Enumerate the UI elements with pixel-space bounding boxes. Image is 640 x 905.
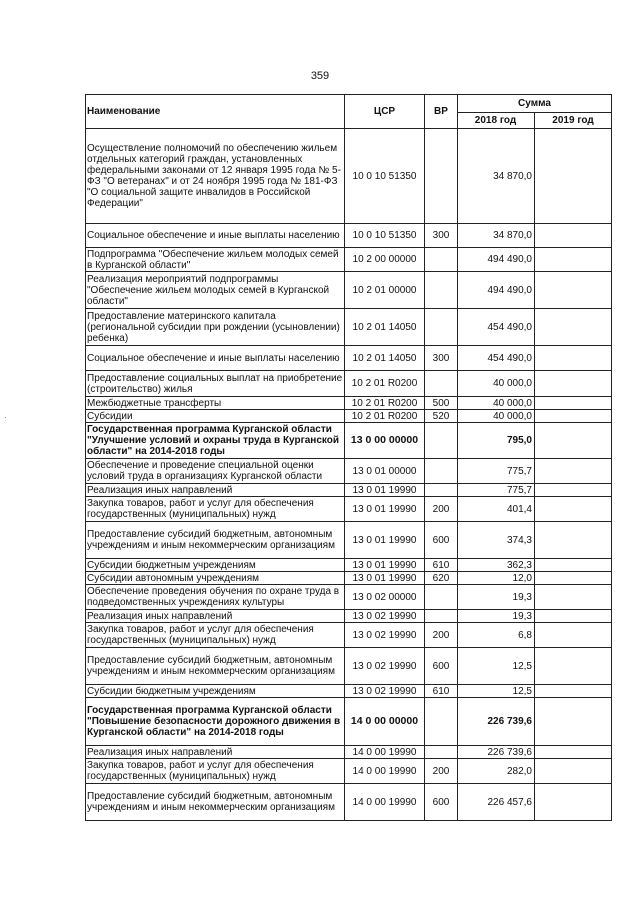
row-name: Предоставление субсидий бюджетным, автономным учреждениям и иным некоммерческим организациям — [86, 522, 345, 559]
row-sum-2019 — [535, 397, 612, 410]
row-name: Субсидии — [86, 410, 345, 423]
table-row — [86, 759, 612, 784]
row-vr — [425, 423, 458, 459]
row-csr: 14 0 00 19990 — [345, 784, 425, 821]
row-csr: 14 0 00 19990 — [345, 759, 425, 784]
row-name: Закупка товаров, работ и услуг для обеспечения государственных (муниципальных) нужд — [86, 497, 345, 522]
row-csr: 13 0 02 19990 — [345, 610, 425, 623]
row-sum-2018: 454 490,0 — [458, 346, 535, 371]
row-sum-2018: 40 000,0 — [458, 410, 535, 423]
table-row — [86, 522, 612, 559]
table-row — [86, 746, 612, 759]
row-sum-2018: 19,3 — [458, 610, 535, 623]
row-vr — [425, 248, 458, 272]
row-sum-2018: 12,0 — [458, 572, 535, 585]
row-csr: 13 0 00 00000 — [345, 423, 425, 459]
table-row — [86, 698, 612, 746]
row-sum-2019 — [535, 572, 612, 585]
row-sum-2018: 40 000,0 — [458, 371, 535, 397]
row-csr: 10 2 01 00000 — [345, 272, 425, 309]
row-csr: 10 0 10 51350 — [345, 129, 425, 224]
row-name: Реализация мероприятий подпрограммы "Обеспечение жильем молодых семей в Курганской области" — [86, 272, 345, 309]
row-sum-2019 — [535, 746, 612, 759]
row-sum-2018: 226 739,6 — [458, 746, 535, 759]
row-sum-2019 — [535, 129, 612, 224]
row-csr: 13 0 01 19990 — [345, 484, 425, 497]
row-vr: 520 — [425, 410, 458, 423]
row-sum-2018: 401,4 — [458, 497, 535, 522]
row-vr: 300 — [425, 346, 458, 371]
row-sum-2018: 775,7 — [458, 459, 535, 484]
margin-mark: · — [4, 413, 7, 422]
row-vr: 610 — [425, 685, 458, 698]
row-vr — [425, 309, 458, 346]
row-sum-2019 — [535, 685, 612, 698]
row-sum-2019 — [535, 610, 612, 623]
row-sum-2018: 494 490,0 — [458, 248, 535, 272]
header-year-2018: 2018 год — [458, 113, 535, 129]
row-csr: 13 0 02 19990 — [345, 685, 425, 698]
row-sum-2019 — [535, 623, 612, 648]
row-sum-2019 — [535, 559, 612, 572]
row-vr — [425, 371, 458, 397]
row-csr: 13 0 01 19990 — [345, 497, 425, 522]
row-name: Социальное обеспечение и иные выплаты населению — [86, 346, 345, 371]
table-row — [86, 559, 612, 572]
row-vr: 600 — [425, 784, 458, 821]
table-row — [86, 224, 612, 248]
row-name: Закупка товаров, работ и услуг для обеспечения государственных (муниципальных) нужд — [86, 759, 345, 784]
row-sum-2019 — [535, 371, 612, 397]
row-sum-2018: 34 870,0 — [458, 129, 535, 224]
table-row — [86, 572, 612, 585]
row-name: Закупка товаров, работ и услуг для обеспечения государственных (муниципальных) нужд — [86, 623, 345, 648]
row-sum-2018: 282,0 — [458, 759, 535, 784]
row-sum-2019 — [535, 698, 612, 746]
table-row — [86, 248, 612, 272]
table-row — [86, 585, 612, 610]
row-sum-2018: 226 457,6 — [458, 784, 535, 821]
header-year-2019: 2019 год — [535, 113, 612, 129]
row-sum-2019 — [535, 248, 612, 272]
row-csr: 13 0 02 00000 — [345, 585, 425, 610]
row-csr: 10 2 01 14050 — [345, 309, 425, 346]
row-vr: 600 — [425, 522, 458, 559]
row-name: Предоставление социальных выплат на приобретение (строительство) жилья — [86, 371, 345, 397]
row-name: Осуществление полномочий по обеспечению жильем отдельных категорий граждан, установленных федеральными законами от 12 января 1995 года № 5-ФЗ "О ветеранах" и от 24 ноября 1995 года № 181-ФЗ "О социальной защите инвалидов в Российской Федерации" — [86, 129, 345, 224]
header-name: Наименование — [86, 95, 345, 129]
row-vr — [425, 129, 458, 224]
row-vr: 620 — [425, 572, 458, 585]
row-vr: 200 — [425, 497, 458, 522]
table-row — [86, 623, 612, 648]
row-sum-2019 — [535, 459, 612, 484]
row-name: Обеспечение проведения обучения по охране труда в подведомственных учреждениях культуры — [86, 585, 345, 610]
header-sum: Сумма — [458, 95, 612, 113]
row-vr — [425, 459, 458, 484]
row-name: Предоставление субсидий бюджетным, автономным учреждениям и иным некоммерческим организациям — [86, 784, 345, 821]
row-name: Обеспечение и проведение специальной оценки условий труда в организациях Курганской области — [86, 459, 345, 484]
table-row — [86, 784, 612, 821]
row-name: Реализация иных направлений — [86, 484, 345, 497]
row-sum-2019 — [535, 522, 612, 559]
table-row — [86, 410, 612, 423]
page-number: 359 — [310, 70, 330, 82]
row-vr — [425, 746, 458, 759]
table-row — [86, 459, 612, 484]
row-csr: 13 0 01 19990 — [345, 522, 425, 559]
row-csr: 10 0 10 51350 — [345, 224, 425, 248]
row-csr: 13 0 01 19990 — [345, 559, 425, 572]
table-row — [86, 371, 612, 397]
row-csr: 10 2 01 R0200 — [345, 397, 425, 410]
row-sum-2018: 34 870,0 — [458, 224, 535, 248]
row-vr — [425, 585, 458, 610]
row-vr — [425, 698, 458, 746]
row-csr: 13 0 02 19990 — [345, 623, 425, 648]
row-name: Межбюджетные трансферты — [86, 397, 345, 410]
row-name: Реализация иных направлений — [86, 746, 345, 759]
row-name: Подпрограмма "Обеспечение жильем молодых семей в Курганской области" — [86, 248, 345, 272]
row-name: Государственная программа Курганской области "Улучшение условий и охраны труда в Курганской области" на 2014-2018 годы — [86, 423, 345, 459]
row-sum-2018: 374,3 — [458, 522, 535, 559]
row-sum-2019 — [535, 272, 612, 309]
row-vr: 300 — [425, 224, 458, 248]
row-vr: 200 — [425, 623, 458, 648]
row-sum-2018: 226 739,6 — [458, 698, 535, 746]
table-row — [86, 497, 612, 522]
row-sum-2019 — [535, 346, 612, 371]
row-vr: 610 — [425, 559, 458, 572]
header-csr: ЦСР — [345, 95, 425, 129]
row-sum-2018: 19,3 — [458, 585, 535, 610]
row-vr: 500 — [425, 397, 458, 410]
row-sum-2019 — [535, 648, 612, 685]
row-sum-2019 — [535, 784, 612, 821]
row-name: Субсидии бюджетным учреждениям — [86, 685, 345, 698]
table-row — [86, 346, 612, 371]
row-sum-2019 — [535, 759, 612, 784]
row-sum-2018: 362,3 — [458, 559, 535, 572]
row-vr — [425, 610, 458, 623]
budget-table — [85, 94, 612, 821]
row-sum-2018: 454 490,0 — [458, 309, 535, 346]
row-csr: 10 2 01 14050 — [345, 346, 425, 371]
table-row — [86, 272, 612, 309]
row-name: Субсидии автономным учреждениям — [86, 572, 345, 585]
row-name: Реализация иных направлений — [86, 610, 345, 623]
table-row — [86, 484, 612, 497]
row-name: Предоставление материнского капитала (региональной субсидии при рождении (усыновлении) ребенка) — [86, 309, 345, 346]
row-sum-2019 — [535, 410, 612, 423]
header-vr: ВР — [425, 95, 458, 129]
row-sum-2018: 12,5 — [458, 648, 535, 685]
row-name: Социальное обеспечение и иные выплаты населению — [86, 224, 345, 248]
table-row — [86, 309, 612, 346]
row-sum-2019 — [535, 497, 612, 522]
table-row — [86, 648, 612, 685]
table-row — [86, 423, 612, 459]
row-sum-2018: 40 000,0 — [458, 397, 535, 410]
table-row — [86, 397, 612, 410]
row-csr: 10 2 01 R0200 — [345, 371, 425, 397]
table-row — [86, 129, 612, 224]
row-sum-2018: 494 490,0 — [458, 272, 535, 309]
table-row — [86, 685, 612, 698]
row-name: Государственная программа Курганской области "Повышение безопасности дорожного движения в Курганской области" на 2014-2018 годы — [86, 698, 345, 746]
row-sum-2018: 12,5 — [458, 685, 535, 698]
row-vr — [425, 484, 458, 497]
row-name: Предоставление субсидий бюджетным, автономным учреждениям и иным некоммерческим организациям — [86, 648, 345, 685]
row-sum-2018: 795,0 — [458, 423, 535, 459]
row-csr: 13 0 01 00000 — [345, 459, 425, 484]
row-csr: 13 0 02 19990 — [345, 648, 425, 685]
row-name: Субсидии бюджетным учреждениям — [86, 559, 345, 572]
table-body — [86, 129, 612, 821]
row-sum-2019 — [535, 423, 612, 459]
row-sum-2018: 6,8 — [458, 623, 535, 648]
row-vr — [425, 272, 458, 309]
row-csr: 10 2 01 R0200 — [345, 410, 425, 423]
row-sum-2019 — [535, 484, 612, 497]
row-sum-2019 — [535, 224, 612, 248]
row-vr: 200 — [425, 759, 458, 784]
row-csr: 14 0 00 19990 — [345, 746, 425, 759]
row-sum-2019 — [535, 585, 612, 610]
row-sum-2018: 775,7 — [458, 484, 535, 497]
row-csr: 14 0 00 00000 — [345, 698, 425, 746]
table-row — [86, 610, 612, 623]
row-csr: 10 2 00 00000 — [345, 248, 425, 272]
row-sum-2019 — [535, 309, 612, 346]
row-vr: 600 — [425, 648, 458, 685]
row-csr: 13 0 01 19990 — [345, 572, 425, 585]
